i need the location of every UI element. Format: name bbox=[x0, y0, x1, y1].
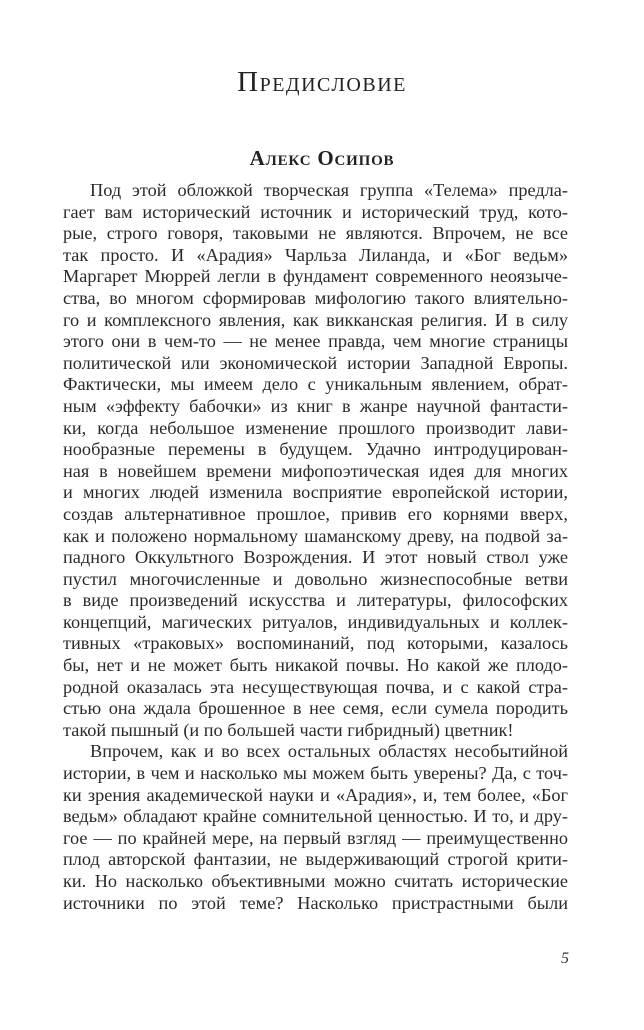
text-line: так просто. И «Арадия» Чарльза Лиланда, и «Бог ведьм» bbox=[63, 244, 568, 265]
text-line: бы, нет и не может быть никакой почвы. Но какой же плодо- bbox=[63, 655, 568, 676]
paragraph bbox=[63, 741, 568, 914]
text-line: создав альтернативное прошлое, привив его корнями вверх, bbox=[63, 503, 568, 524]
text-line: как и положено нормальному шаманскому древу, на подвой за- bbox=[63, 525, 568, 546]
text-line: го и комплексного явления, как викканская религия. И в силу bbox=[63, 309, 568, 330]
text-line: истории, в чем и насколько мы можем быть уверены? Да, с точ- bbox=[63, 763, 568, 784]
text-line: ведьм» обладают крайне сомнительной ценностью. И то, и дру- bbox=[63, 806, 568, 827]
body-text bbox=[63, 180, 568, 914]
text-line: стью она ждала брошенное в нее семя, если сумела породить bbox=[63, 698, 568, 719]
author-name: Алекс Осипов bbox=[249, 146, 395, 170]
text-line: рые, строго говоря, таковыми не являются. Впрочем, не все bbox=[63, 223, 568, 244]
text-line: гое — по крайней мере, на первый взгляд — преимущественно bbox=[63, 827, 568, 848]
text-line: Фактически, мы имеем дело с уникальным явлением, обрат- bbox=[63, 374, 568, 395]
chapter-title: Предисловие bbox=[237, 66, 407, 98]
text-line: гает вам исторический источник и исторический труд, кото- bbox=[63, 201, 568, 222]
text-line: родной оказалась эта несуществующая почва, и с какой стра- bbox=[63, 676, 568, 697]
text-line: нообразные перемены в будущем. Удачно интродуцирован- bbox=[63, 439, 568, 460]
text-line: тивных «траковых» воспоминаний, под которыми, казалось bbox=[63, 633, 568, 654]
paragraph bbox=[63, 180, 568, 741]
text-line: Маргарет Мюррей легли в фундамент современного неоязыче- bbox=[63, 266, 568, 287]
text-line: ки, когда небольшое изменение прошлого производит лави- bbox=[63, 417, 568, 438]
page-number: 5 bbox=[561, 950, 569, 967]
text-line: плод авторской фантазии, не выдерживающий строгой крити- bbox=[63, 849, 568, 870]
text-line: политической или экономической истории Западной Европы. bbox=[63, 352, 568, 373]
text-line: этого они в чем-то — не менее правда, чем многие страницы bbox=[63, 331, 568, 352]
text-line: ным «эффекту бабочки» из книг в жанре научной фантасти- bbox=[63, 395, 568, 416]
text-line: ки. Но насколько объективными можно считать исторические bbox=[63, 871, 568, 891]
text-line: и многих людей изменила восприятие европейской истории, bbox=[63, 482, 568, 503]
text-line: ства, во многом сформировав мифологию такого влиятельно- bbox=[63, 287, 568, 308]
text-line: источники по этой теме? Насколько пристрастными были bbox=[63, 892, 568, 913]
text-line: в виде произведений искусства и литературы, философских bbox=[63, 590, 568, 611]
text-line: такой пышный (и по большей части гибридный) цветник! bbox=[63, 719, 514, 740]
text-line: Впрочем, как и во всех остальных областях несобытийной bbox=[90, 741, 568, 762]
text-line: падного Оккультного Возрождения. И этот новый ствол уже bbox=[63, 547, 568, 568]
text-line: концепций, магических ритуалов, индивидуальных и коллек- bbox=[63, 611, 568, 632]
text-line: Под этой обложкой творческая группа «Телема» предла- bbox=[90, 180, 568, 200]
text-line: ная в новейшем времени мифопоэтическая идея для многих bbox=[63, 460, 568, 481]
text-line: пустил многочисленные и довольно жизнеспособные ветви bbox=[63, 568, 568, 589]
text-line: ки зрения академической науки и «Арадия», и, тем более, «Бог bbox=[63, 784, 568, 805]
